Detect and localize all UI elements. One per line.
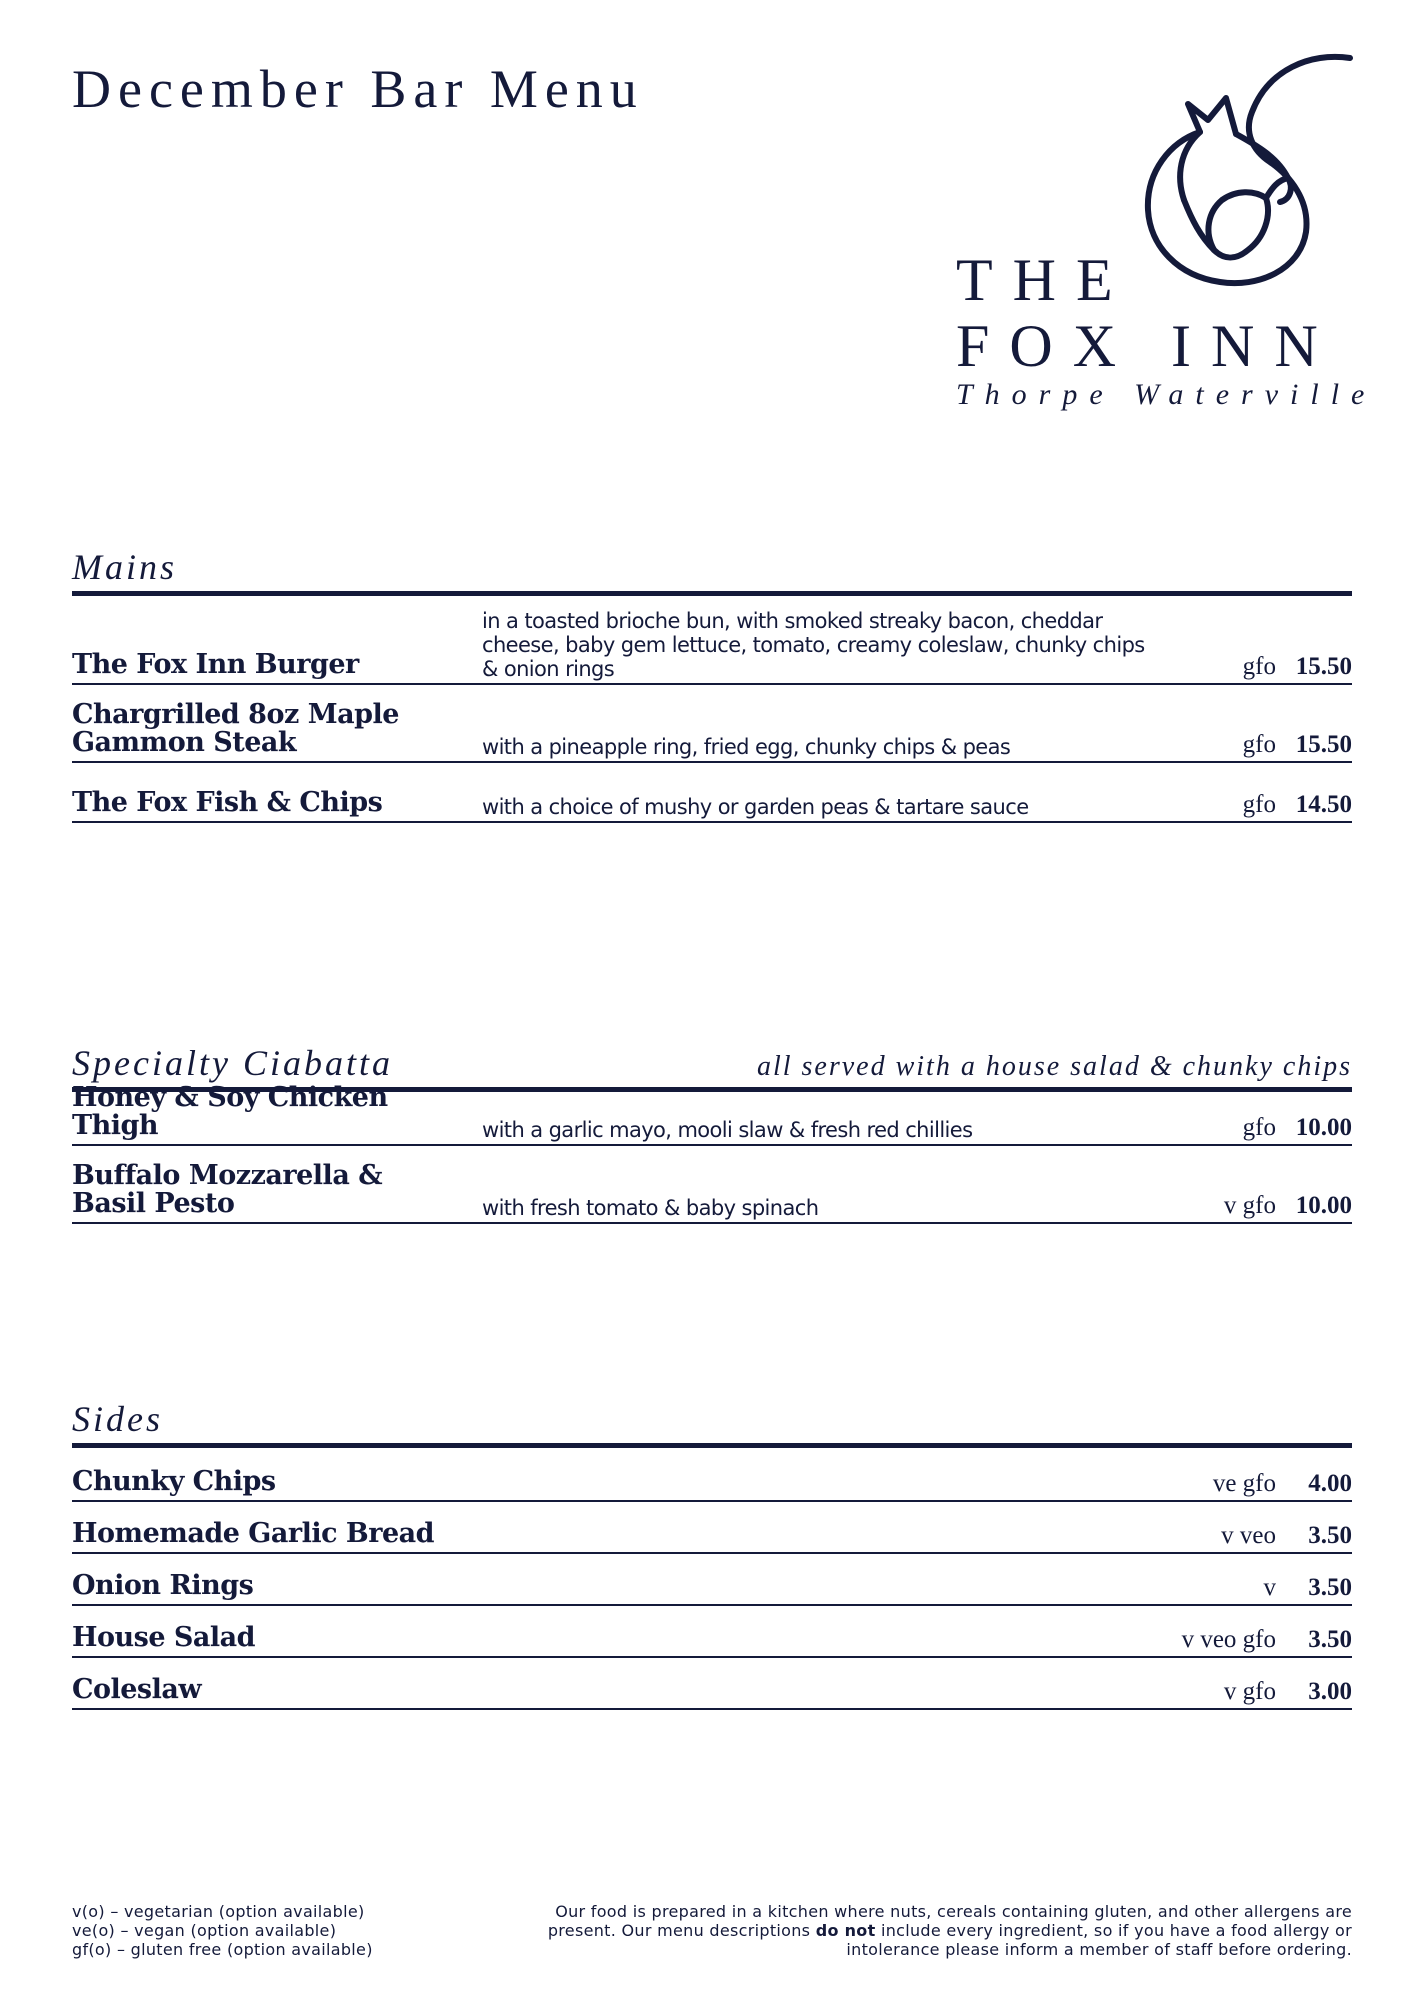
item-name: The Fox Fish & Chips: [72, 787, 383, 818]
menu-item: [72, 1606, 1352, 1658]
item-name: House Salad: [72, 1622, 256, 1653]
section-header: [72, 1397, 1352, 1448]
item-name: The Fox Inn Burger: [72, 649, 359, 680]
allergy-text-end: include every ingredient, so if you have a food allergy or intolerance please inform a member of staff before ordering.: [846, 1921, 1352, 1959]
item-price: 3.50: [1308, 1626, 1352, 1653]
logo-name: FOX INN: [956, 313, 1338, 379]
dietary-legend: [72, 1902, 373, 1959]
allergy-text-emphasis: do not: [815, 1921, 876, 1940]
item-price: 10.00: [1295, 1192, 1352, 1219]
logo-place: Thorpe Waterville: [956, 378, 1377, 411]
item-price: 3.50: [1308, 1574, 1352, 1601]
menu-item: [72, 1146, 1352, 1224]
logo-the: THE: [956, 247, 1133, 313]
item-price: 15.50: [1295, 731, 1352, 758]
item-price: 15.50: [1295, 653, 1352, 680]
item-price: 10.00: [1295, 1114, 1352, 1141]
item-price: 3.00: [1308, 1678, 1352, 1705]
item-dietary-tags: gfo: [1242, 731, 1276, 758]
item-price: 14.50: [1295, 791, 1352, 818]
section-note: all served with a house salad & chunky chips: [756, 1051, 1352, 1082]
item-price: 3.50: [1308, 1522, 1352, 1549]
item-name: Honey & Soy Chicken Thigh: [72, 1082, 388, 1141]
item-description: with fresh tomato & baby spinach: [482, 1196, 819, 1220]
page-title: December Bar Menu: [72, 59, 644, 119]
section-title: Mains: [72, 547, 177, 587]
ciabatta-section: [72, 1041, 1352, 1224]
item-description: with a choice of mushy or garden peas & tartare sauce: [482, 795, 1029, 819]
item-description: with a pineapple ring, fried egg, chunky chips & peas: [482, 735, 1011, 759]
item-description: with a garlic mayo, mooli slaw & fresh red chillies: [482, 1118, 973, 1142]
menu-item: [72, 685, 1352, 763]
legend-gluten-free: gf(o) – gluten free (option available): [72, 1940, 373, 1959]
allergy-notice: [532, 1902, 1352, 1959]
sides-section: [72, 1397, 1352, 1710]
menu-item: [72, 1658, 1352, 1710]
item-price: 4.00: [1308, 1470, 1352, 1497]
menu-item: [72, 1502, 1352, 1554]
item-dietary-tags: v gfo: [1223, 1678, 1276, 1705]
menu-item: [72, 1082, 1352, 1146]
item-name: Chunky Chips: [72, 1466, 276, 1497]
menu-item: [72, 1448, 1352, 1502]
item-name: Buffalo Mozzarella & Basil Pesto: [72, 1160, 383, 1219]
item-dietary-tags: v gfo: [1223, 1192, 1276, 1219]
fox-icon: [1140, 50, 1360, 290]
item-dietary-tags: gfo: [1242, 791, 1276, 818]
menu-item: [72, 763, 1352, 823]
item-dietary-tags: gfo: [1242, 653, 1276, 680]
legend-vegetarian: v(o) – vegetarian (option available): [72, 1902, 365, 1921]
menu-item: [72, 1554, 1352, 1606]
legend-vegan: ve(o) – vegan (option available): [72, 1921, 337, 1940]
mains-section: [72, 545, 1352, 823]
menu-item: [72, 596, 1352, 685]
item-name: Onion Rings: [72, 1570, 254, 1601]
item-name: Homemade Garlic Bread: [72, 1518, 435, 1549]
item-dietary-tags: v: [1263, 1574, 1276, 1601]
item-name: Chargrilled 8oz Maple Gammon Steak: [72, 699, 399, 758]
section-header: [72, 545, 1352, 596]
item-dietary-tags: v veo: [1221, 1522, 1276, 1549]
item-dietary-tags: ve gfo: [1212, 1470, 1276, 1497]
logo: [940, 50, 1377, 420]
section-title: Sides: [72, 1399, 163, 1439]
item-description: in a toasted brioche bun, with smoked streaky bacon, cheddar cheese, baby gem lettuce, tomato, creamy coleslaw, chunky chips & onion rings: [482, 609, 1145, 681]
item-dietary-tags: gfo: [1242, 1114, 1276, 1141]
section-title: Specialty Ciabatta: [72, 1043, 393, 1083]
item-dietary-tags: v veo gfo: [1181, 1626, 1276, 1653]
allergy-text-start: Our food is prepared in a kitchen where nuts, cereals containing gluten, and other allergens are present. Our menu descriptions: [547, 1902, 1352, 1940]
item-name: Coleslaw: [72, 1674, 202, 1705]
